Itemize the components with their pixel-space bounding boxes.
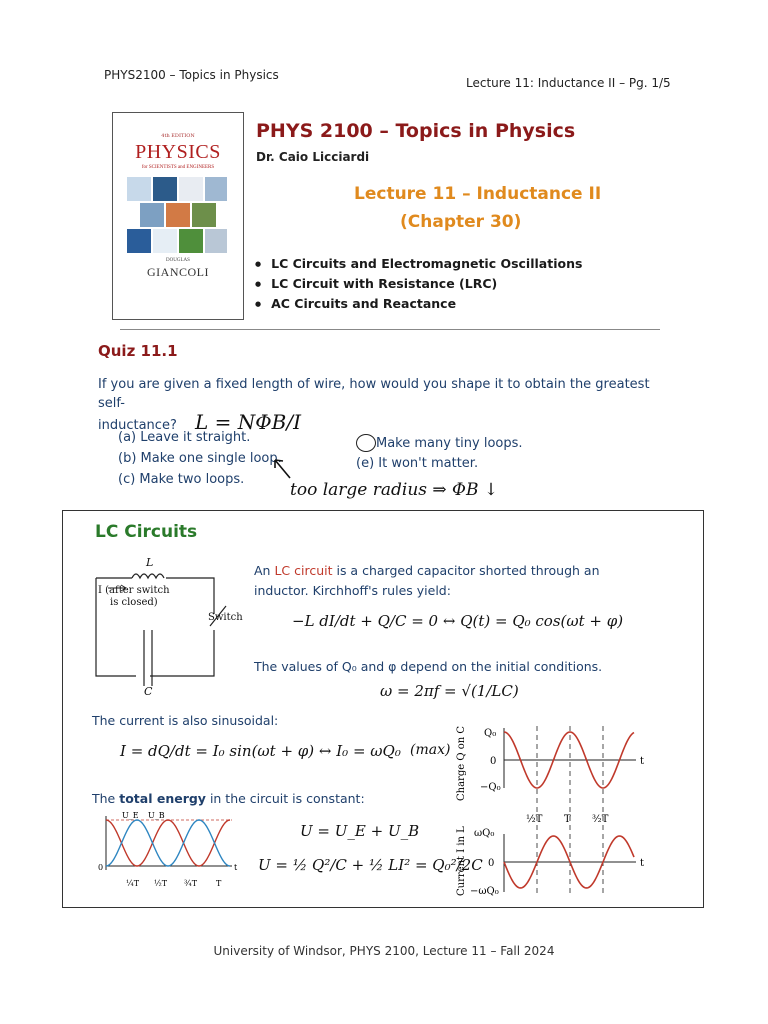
lc-heading: LC Circuits bbox=[95, 522, 198, 542]
professor-name: Dr. Caio Licciardi bbox=[256, 150, 370, 164]
page-title: PHYS 2100 – Topics in Physics bbox=[256, 120, 576, 142]
equation-omega: ω = 2πf = √(1/LC) bbox=[380, 682, 519, 700]
circuit-capacitor-label: C bbox=[144, 685, 153, 698]
charge-t-label: t bbox=[640, 756, 645, 767]
equation-kirchhoff: −L dI/dt + Q/C = 0 ↔ Q(t) = Q₀ cos(ωt + φ) bbox=[292, 612, 624, 630]
current-t-label: t bbox=[640, 858, 645, 869]
half-period-label: ½T bbox=[526, 814, 543, 825]
circuit-inductor-label: L bbox=[146, 556, 154, 569]
energy-text: The total energy in the circuit is constant: bbox=[92, 791, 365, 806]
handwritten-note: too large radius ⇒ ΦB ↓ bbox=[290, 480, 499, 500]
current-text: The current is also sinusoidal: bbox=[92, 713, 279, 728]
energy-t-label: t bbox=[234, 863, 238, 872]
lecture-title: Lecture 11 – Inductance II bbox=[354, 184, 602, 204]
lc-intro-line2: inductor. Kirchhoff's rules yield: bbox=[254, 583, 451, 598]
energy-graph bbox=[92, 806, 242, 894]
charge-zero-label: 0 bbox=[490, 756, 497, 767]
neg-q0-label: −Q₀ bbox=[480, 782, 501, 793]
page-number: Lecture 11: Inductance II – Pg. 1/5 bbox=[466, 76, 671, 90]
charge-axis-label: Charge Q on C bbox=[456, 726, 467, 801]
half-t-label: ½T bbox=[154, 879, 168, 888]
divider bbox=[120, 329, 660, 330]
q0-label: Q₀ bbox=[484, 728, 497, 739]
quiz-option-b: (b) Make one single loop. bbox=[118, 451, 282, 466]
three-half-period-label: ³⁄₂T bbox=[592, 814, 609, 825]
chapter-label: (Chapter 30) bbox=[400, 212, 522, 232]
quiz-title: Quiz 11.1 bbox=[98, 342, 178, 360]
circuit-current-label-2: is closed) bbox=[110, 597, 158, 608]
current-axis-label: Current I in L bbox=[456, 826, 467, 896]
circuit-switch-label: Switch bbox=[208, 612, 243, 623]
book-author-last: GIANCOLI bbox=[147, 265, 209, 279]
topic-item: ● LC Circuit with Resistance (LRC) bbox=[255, 274, 582, 294]
book-author-first: DOUGLAS bbox=[166, 258, 190, 263]
textbook-cover bbox=[112, 112, 244, 320]
quiz-question bbox=[98, 375, 668, 435]
handwritten-max-note: (max) bbox=[410, 742, 451, 758]
topic-item: ● AC Circuits and Reactance bbox=[255, 294, 582, 314]
lc-intro-line1: An LC circuit is a charged capacitor shorted through an bbox=[254, 563, 600, 578]
quiz-option-e: (e) It won't matter. bbox=[356, 456, 479, 471]
three-quarter-t-label: ¾T bbox=[184, 879, 198, 888]
quiz-option-d: Make many tiny loops. bbox=[376, 436, 523, 451]
lc-circuit-diagram bbox=[92, 556, 252, 698]
circled-answer-mark bbox=[356, 434, 376, 452]
course-header: PHYS2100 – Topics in Physics bbox=[104, 68, 279, 82]
handwritten-arrow-icon bbox=[272, 456, 292, 480]
equation-energy-total: U = ½ Q²/C + ½ LI² = Q₀²/2C bbox=[258, 856, 483, 874]
charge-current-graph bbox=[450, 716, 650, 908]
book-subtitle: for SCIENTISTS and ENGINEERS bbox=[141, 165, 215, 170]
ue-label: U_E bbox=[122, 811, 139, 820]
energy-zero-label: 0 bbox=[98, 863, 104, 872]
lc-values-text: The values of Q₀ and φ depend on the initial conditions. bbox=[254, 659, 603, 674]
circuit-current-label: I (after switch bbox=[98, 585, 170, 596]
equation-current: I = dQ/dt = I₀ sin(ωt + φ) ↔ I₀ = ωQ₀ bbox=[120, 742, 401, 760]
current-zero-label: 0 bbox=[488, 858, 495, 869]
book-cover-image bbox=[127, 175, 229, 255]
book-title: PHYSICS bbox=[135, 141, 221, 163]
quiz-option-c: (c) Make two loops. bbox=[118, 472, 245, 487]
ub-label: U_B bbox=[148, 811, 165, 820]
equation-energy-sum: U = U_E + U_B bbox=[300, 822, 420, 840]
quiz-option-a: (a) Leave it straight. bbox=[118, 430, 251, 445]
topic-list bbox=[255, 254, 582, 314]
full-t-label: T bbox=[216, 879, 222, 888]
neg-wq0-label: −ωQ₀ bbox=[470, 886, 499, 897]
quiz-question-line1: If you are given a fixed length of wire, how would you shape it to obtain the greatest self- bbox=[98, 377, 650, 411]
quiz-question-line2: inductance? bbox=[98, 418, 177, 433]
book-edition: 4th EDITION bbox=[161, 133, 195, 139]
wq0-label: ωQ₀ bbox=[474, 828, 495, 839]
page-footer: University of Windsor, PHYS 2100, Lecture 11 – Fall 2024 bbox=[213, 944, 555, 958]
quarter-t-label: ¼T bbox=[126, 879, 140, 888]
topic-item: ● LC Circuits and Electromagnetic Oscillations bbox=[255, 254, 582, 274]
handwritten-formula: L = NΦB/I bbox=[194, 410, 301, 434]
period-label: T bbox=[564, 814, 571, 825]
